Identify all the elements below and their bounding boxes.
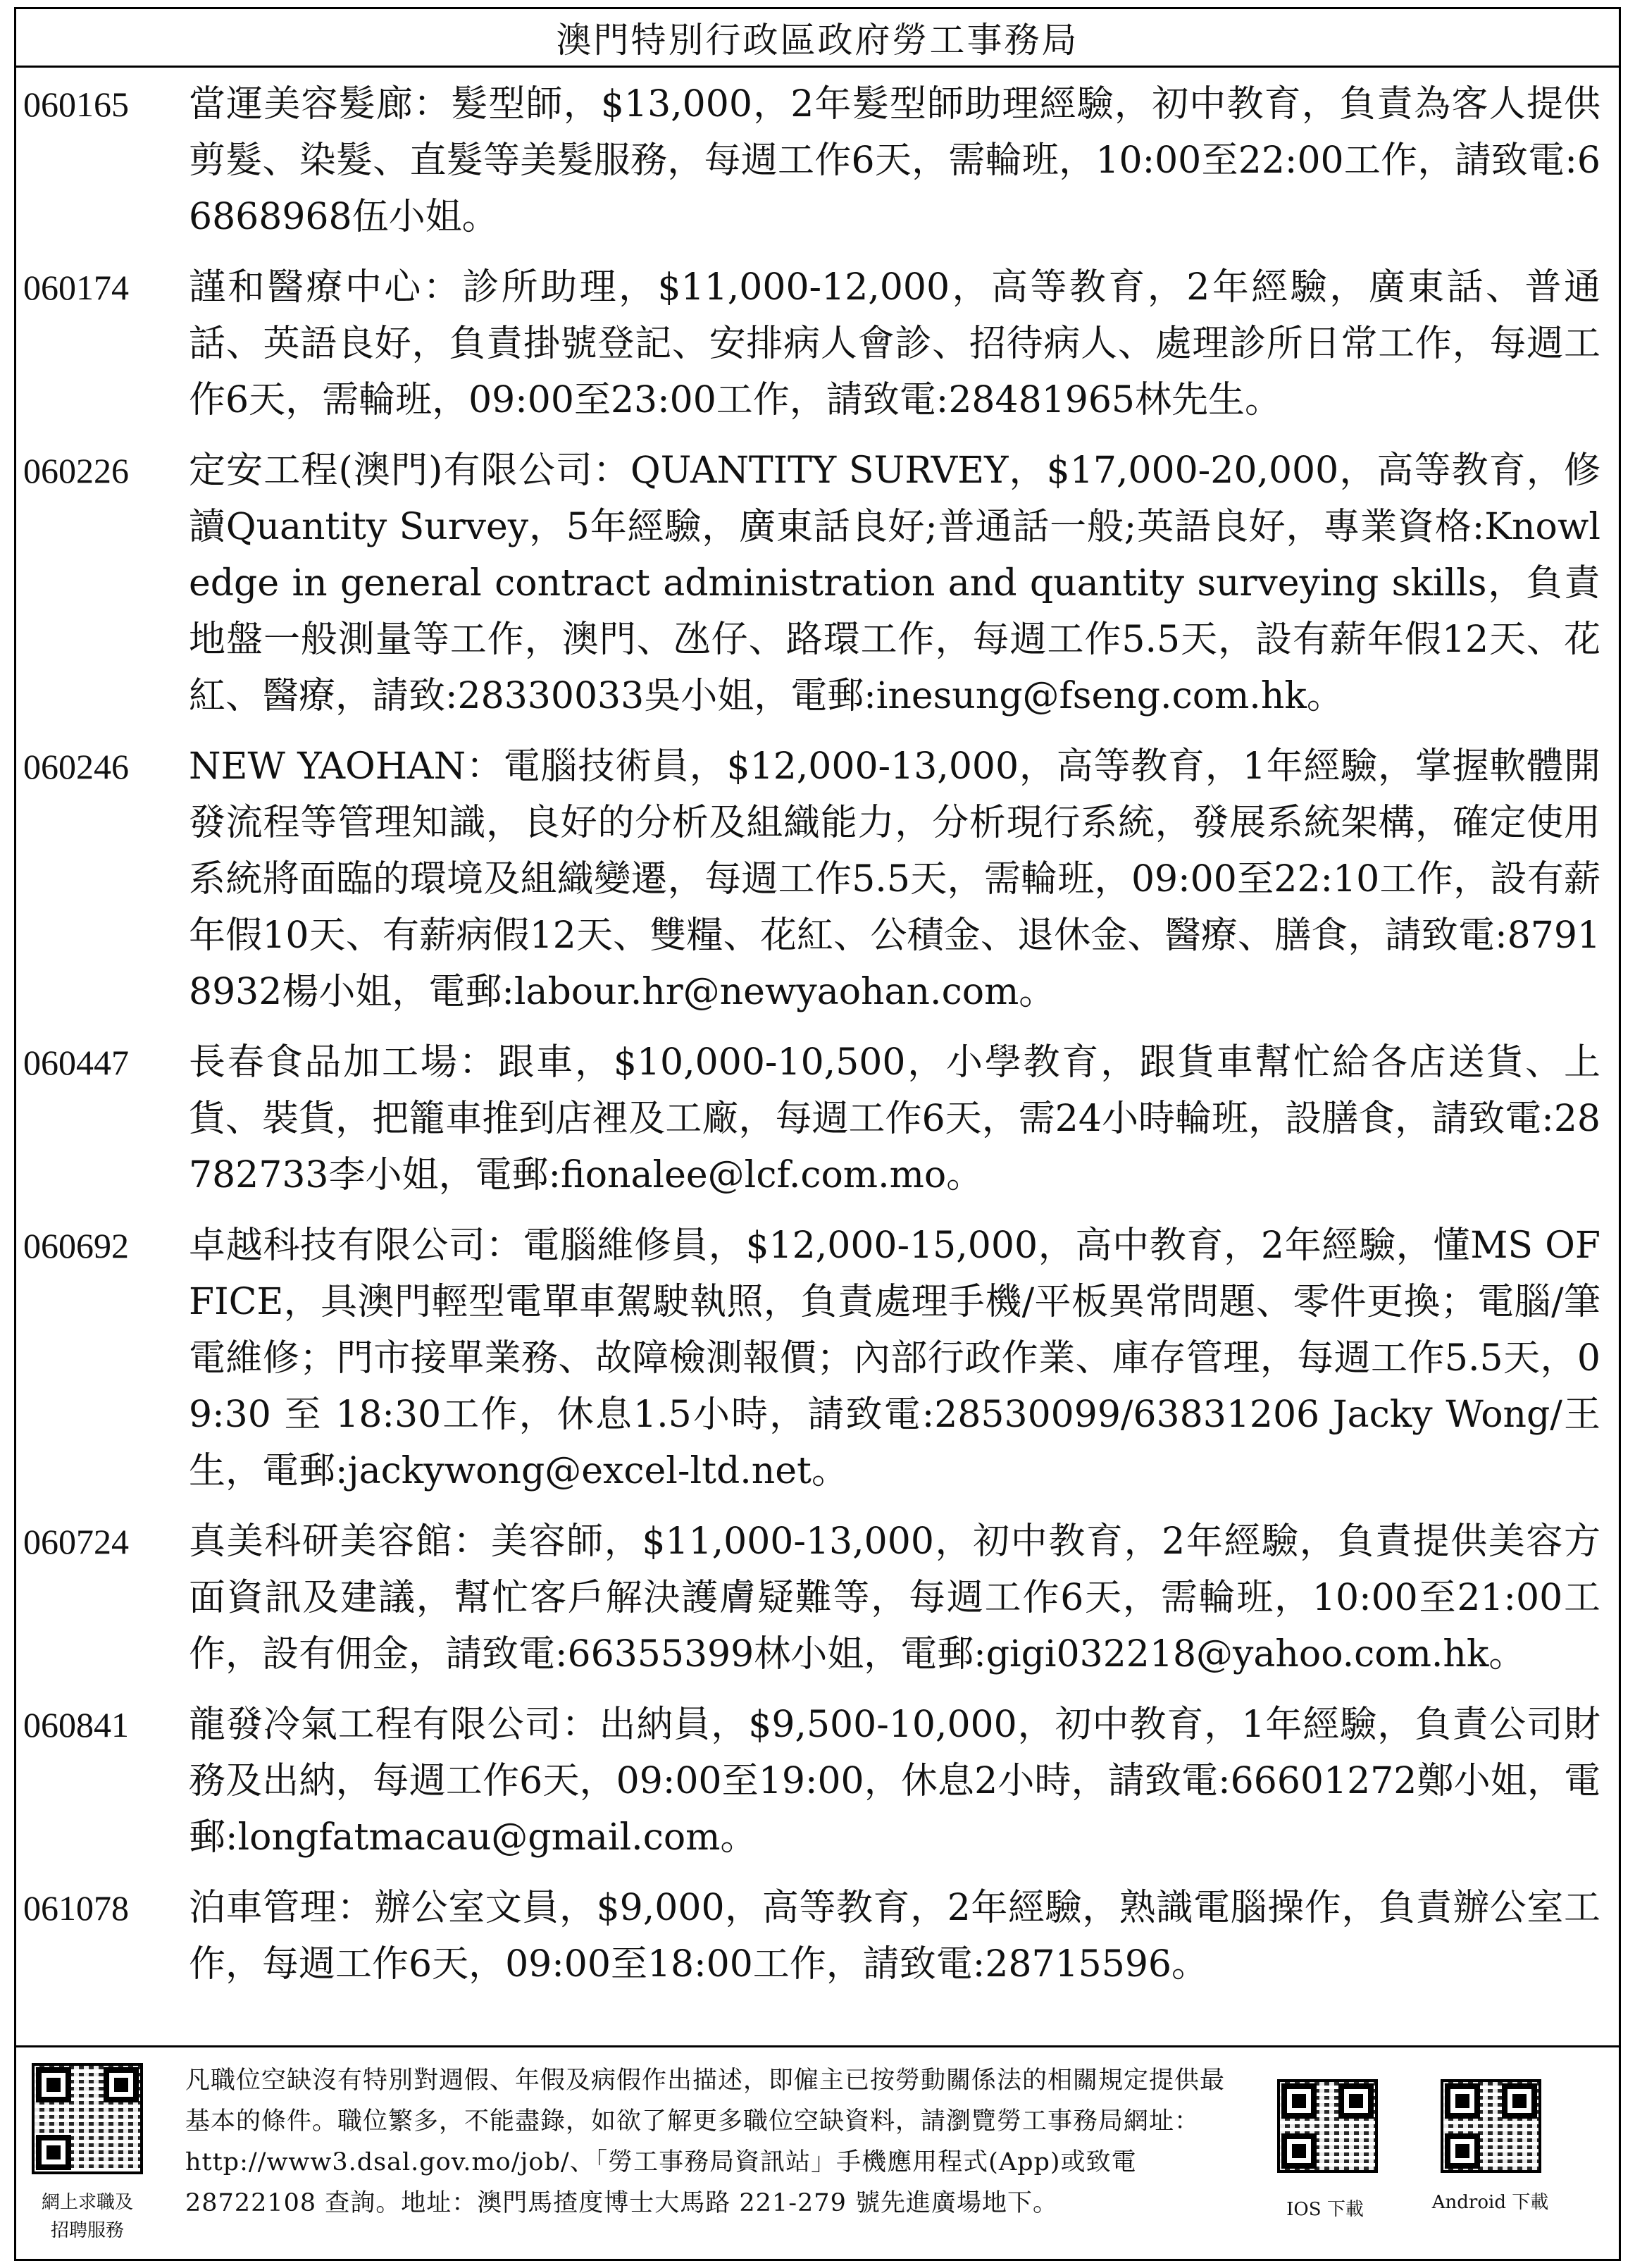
android-download-caption: Android 下載 bbox=[1431, 2192, 1549, 2213]
job-description: NEW YAOHAN：電腦技術員，$12,000-13,000，高等教育，1年經驗，掌握軟體開發流程等管理知識，良好的分析及組織能力，分析現行系統，發展系統架構，確定使用系統將面臨的環境及組織變遷，每週工作5.5天，需輪班，09:00至22:10工作，設有薪年假10天、有薪病假12天、雙糧、花紅、公積金、退休金、醫療、膳食，請致電:87918932楊小姐，電郵:labour.hr@newyaohan.com。 bbox=[189, 745, 1600, 1013]
job-description: 真美科研美容館：美容師，$11,000-13,000，初中教育，2年經驗，負責提供美容方面資訊及建議，幫忙客戶解決護膚疑難等，每週工作6天，需輪班，10:00至21:00工作，設有佣金，請致電:66355399林小姐，電郵:gigi032218@yahoo.com.hk。 bbox=[189, 1520, 1600, 1675]
job-listing-item bbox=[16, 1880, 1619, 1993]
job-code: 060165 bbox=[23, 85, 129, 124]
job-search-qr-code[interactable] bbox=[32, 2063, 143, 2174]
job-listing-item bbox=[16, 1513, 1619, 1683]
job-listing-item bbox=[16, 1697, 1619, 1866]
qr-caption-line-1: 網上求職及 bbox=[41, 2192, 133, 2213]
job-listings bbox=[16, 68, 1619, 2083]
job-description: 謹和醫療中心：診所助理，$11,000-12,000，高等教育，2年經驗，廣東話、普通話、英語良好，負責掛號登記、安排病人會診、招待病人、處理診所日常工作，每週工作6天，需輪班，09:00至23:00工作，請致電:28481965林先生。 bbox=[189, 266, 1600, 421]
footer bbox=[16, 2045, 1619, 2259]
footer-notice: 凡職位空缺沒有特別對週假、年假及病假作出描述，即僱主已按勞動關係法的相關規定提供最基本的條件。職位繁多，不能盡錄，如欲了解更多職位空缺資料，請瀏覽勞工事務局網址：http://www3.dsal.gov.mo/job/、「勞工事務局資訊站」手機應用程式(App)或致電 28722108 查詢。地址：澳門馬揸度博士大馬路 221-279 號先進廣場地下。 bbox=[185, 2066, 1226, 2217]
job-code: 060246 bbox=[23, 747, 129, 786]
job-code: 060724 bbox=[23, 1522, 129, 1561]
job-description: 當運美容髮廊：髮型師，$13,000，2年髮型師助理經驗，初中教育，負責為客人提供剪髮、染髮、直髮等美髮服務，每週工作6天，需輪班，10:00至22:00工作，請致電:66868968伍小姐。 bbox=[189, 83, 1600, 238]
job-description: 長春食品加工場：跟車，$10,000-10,500，小學教育，跟貨車幫忙給各店送貨、上貨、裝貨，把籠車推到店裡及工廠，每週工作6天，需24小時輪班，設膳食，請致電:28782733李小姐，電郵:fionalee@lcf.com.mo。 bbox=[189, 1041, 1600, 1196]
android-download-qr-code[interactable] bbox=[1441, 2079, 1541, 2173]
job-listing-item bbox=[16, 259, 1619, 428]
qr-caption-line-2: 招聘服務 bbox=[50, 2220, 124, 2241]
job-description: 定安工程(澳門)有限公司：QUANTITY SURVEY，$17,000-20,000，高等教育，修讀Quantity Survey，5年經驗，廣東話良好;普通話一般;英語良好，專業資格:Knowledge in general contract administration and quantity surveying skills，負責地盤一般測量等工作，澳門、氹仔、路環工作，每週工作5.5天，設有薪年假12天、花紅、醫療，請致:28330033吳小姐，電郵:inesung@fseng.com.hk。 bbox=[189, 450, 1600, 717]
qr-caption bbox=[20, 2188, 154, 2245]
job-description: 泊車管理：辦公室文員，$9,000，高等教育，2年經驗，熟識電腦操作，負責辦公室工作，每週工作6天，09:00至18:00工作，請致電:28715596。 bbox=[189, 1887, 1600, 1985]
job-listing-page bbox=[14, 7, 1621, 2261]
job-listing-item bbox=[16, 442, 1619, 724]
job-code: 060692 bbox=[23, 1226, 129, 1265]
job-listing-item bbox=[16, 738, 1619, 1020]
job-code: 061078 bbox=[23, 1888, 129, 1928]
ios-download-qr-code[interactable] bbox=[1277, 2079, 1378, 2173]
job-code: 060447 bbox=[23, 1043, 129, 1082]
job-code: 060174 bbox=[23, 268, 129, 307]
job-description: 龍發冷氣工程有限公司：出納員，$9,500-10,000，初中教育，1年經驗，負責公司財務及出納，每週工作6天，09:00至19:00，休息2小時，請致電:66601272鄭小姐，電郵:longfatmacau@gmail.com。 bbox=[189, 1704, 1600, 1859]
job-code: 060841 bbox=[23, 1705, 129, 1745]
page-title: 澳門特別行政區政府勞工事務局 bbox=[16, 9, 1619, 68]
job-listing-item bbox=[16, 1217, 1619, 1499]
job-code: 060226 bbox=[23, 451, 129, 490]
job-listing-item bbox=[16, 1034, 1619, 1203]
job-listing-item bbox=[16, 76, 1619, 245]
job-description: 卓越科技有限公司：電腦維修員，$12,000-15,000，高中教育，2年經驗，懂MS OFFICE，具澳門輕型電單車駕駛執照，負責處理手機/平板異常問題、零件更換；電腦/筆電維修；門市接單業務、故障檢測報價；內部行政作業、庫存管理，每週工作5.5天，09:30 至 18:30工作，休息1.5小時，請致電:28530099/63831206 Jacky Wong/王生，電郵:jackywong@excel-ltd.net。 bbox=[189, 1225, 1600, 1492]
ios-download-caption: IOS 下載 bbox=[1286, 2199, 1364, 2220]
